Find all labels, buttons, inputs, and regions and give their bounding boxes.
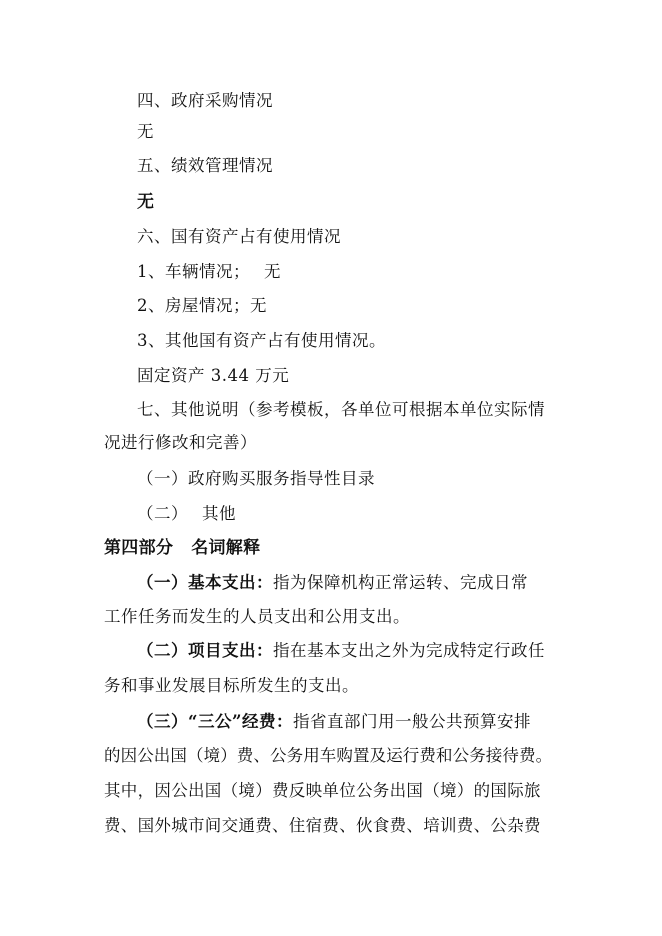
term-1-line-1 xyxy=(137,572,528,594)
fixed-assets: 固定资产 3.44 万元 xyxy=(137,366,290,385)
term-3-line-2: 的因公出国（境）费、公务用车购置及运行费和公务接待费。 xyxy=(104,746,553,765)
section-4-title: 四、政府采购情况 xyxy=(137,91,273,110)
item-1-label: 1、车辆情况； xyxy=(137,262,250,281)
sub-2-label: （二） xyxy=(137,504,188,523)
term-1-line-2: 工作任务而发生的人员支出和公用支出。 xyxy=(104,607,410,626)
term-2-name: （二）项目支出： xyxy=(137,641,273,660)
section-6-title: 六、国有资产占有使用情况 xyxy=(137,227,341,246)
term-3-line-4: 费、国外城市间交通费、住宿费、伙食费、培训费、公杂费 xyxy=(104,816,541,835)
section-5-content: 无 xyxy=(137,192,155,212)
item-1-value: 无 xyxy=(264,262,281,281)
sub-2-value: 其他 xyxy=(202,504,236,523)
term-3-line-1 xyxy=(137,711,531,733)
section-7-sub-2 xyxy=(137,503,236,525)
part-4-heading xyxy=(104,537,260,559)
term-3-line-3: 其中，因公出国（境）费反映单位公务出国（境）的国际旅 xyxy=(104,781,541,800)
part-4-title: 名词解释 xyxy=(191,538,261,558)
section-5-title: 五、绩效管理情况 xyxy=(137,156,273,175)
section-6-item-1 xyxy=(137,261,281,283)
term-1-text: 指为保障机构正常运转、完成日常 xyxy=(273,573,528,592)
section-4-content: 无 xyxy=(137,122,154,141)
section-6-item-3: 3、其他国有资产占有使用情况。 xyxy=(137,331,386,350)
term-2-text: 指在基本支出之外为完成特定行政任 xyxy=(273,641,545,660)
section-7-title-line-1: 七、其他说明（参考模板，各单位可根据本单位实际情 xyxy=(137,400,545,419)
term-1-name: （一）基本支出： xyxy=(137,573,273,592)
section-7-title-line-2: 况进行修改和完善） xyxy=(104,433,257,452)
section-6-item-2: 2、房屋情况；无 xyxy=(137,296,267,315)
term-3-name: （三）“三公”经费： xyxy=(137,712,293,731)
term-3-text: 指省直部门用一般公共预算安排 xyxy=(292,712,531,731)
term-2-line-2: 务和事业发展目标所发生的支出。 xyxy=(104,676,359,695)
part-4-label: 第四部分 xyxy=(104,538,174,558)
term-2-line-1 xyxy=(137,640,545,662)
section-7-sub-1: （一）政府购买服务指导性目录 xyxy=(137,469,375,488)
